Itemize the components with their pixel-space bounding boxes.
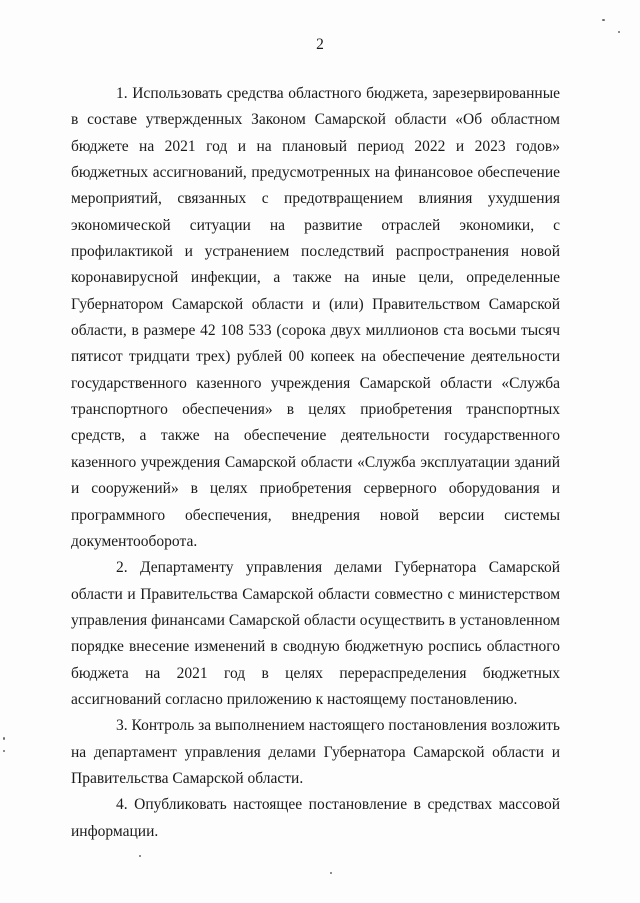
- paragraph-4: 4. Опубликовать настоящее постановление в средствах массовой информации.: [71, 796, 560, 840]
- scan-speck: [3, 737, 5, 740]
- scan-speck: [618, 31, 620, 33]
- scan-speck: [330, 872, 332, 874]
- paragraph-3: 3. Контроль за выполнением настоящего постановления возложить на департамент управления делами Губернатора Самарской области и Правительства Самарской области.: [71, 717, 560, 787]
- document-body: [71, 81, 560, 845]
- scan-speck: [139, 855, 141, 857]
- paragraph-1: 1. Использовать средства областного бюджета, зарезервированные в составе утвержденных Законом Самарской области «Об областном бюджете на 2021 год и на плановый период 2022 и 2023 годов» бюджетных ассигнований, предусмотренных на финансовое обеспечение мероприятий, связанных с предотвращением влияния ухудшения экономической ситуации на развитие отраслей экономики, с профилактикой и устранением последствий распространения новой коронавирусной инфекции, а также на иные цели, определенные Губернатором Самарской области и (или) Правительством Самарской области, в размере 42 108 533 (сорока двух миллионов ста восьми тысяч пятисот тридцати трех) рублей 00 копеек на обеспечение деятельности государственного казенного учреждения Самарской области «Служба транспортного обеспечения» в целях приобретения транспортных средств, а также на обеспечение деятельности государственного казенного учреждения Самарской области «Служба эксплуатации зданий и сооружений» в целях приобретения серверного оборудования и программного обеспечения, внедрения новой версии системы документооборота.: [71, 85, 560, 550]
- scan-speck: [3, 750, 5, 752]
- page-number: 2: [316, 36, 324, 53]
- paragraph-2: 2. Департаменту управления делами Губернатора Самарской области и Правительства Самарской области совместно с министерством управления финансами Самарской области осуществить в установленном порядке внесение изменений в сводную бюджетную роспись областного бюджета на 2021 год в целях перераспределения бюджетных ассигнований согласно приложению к настоящему постановлению.: [71, 559, 560, 708]
- scan-speck: [602, 19, 605, 21]
